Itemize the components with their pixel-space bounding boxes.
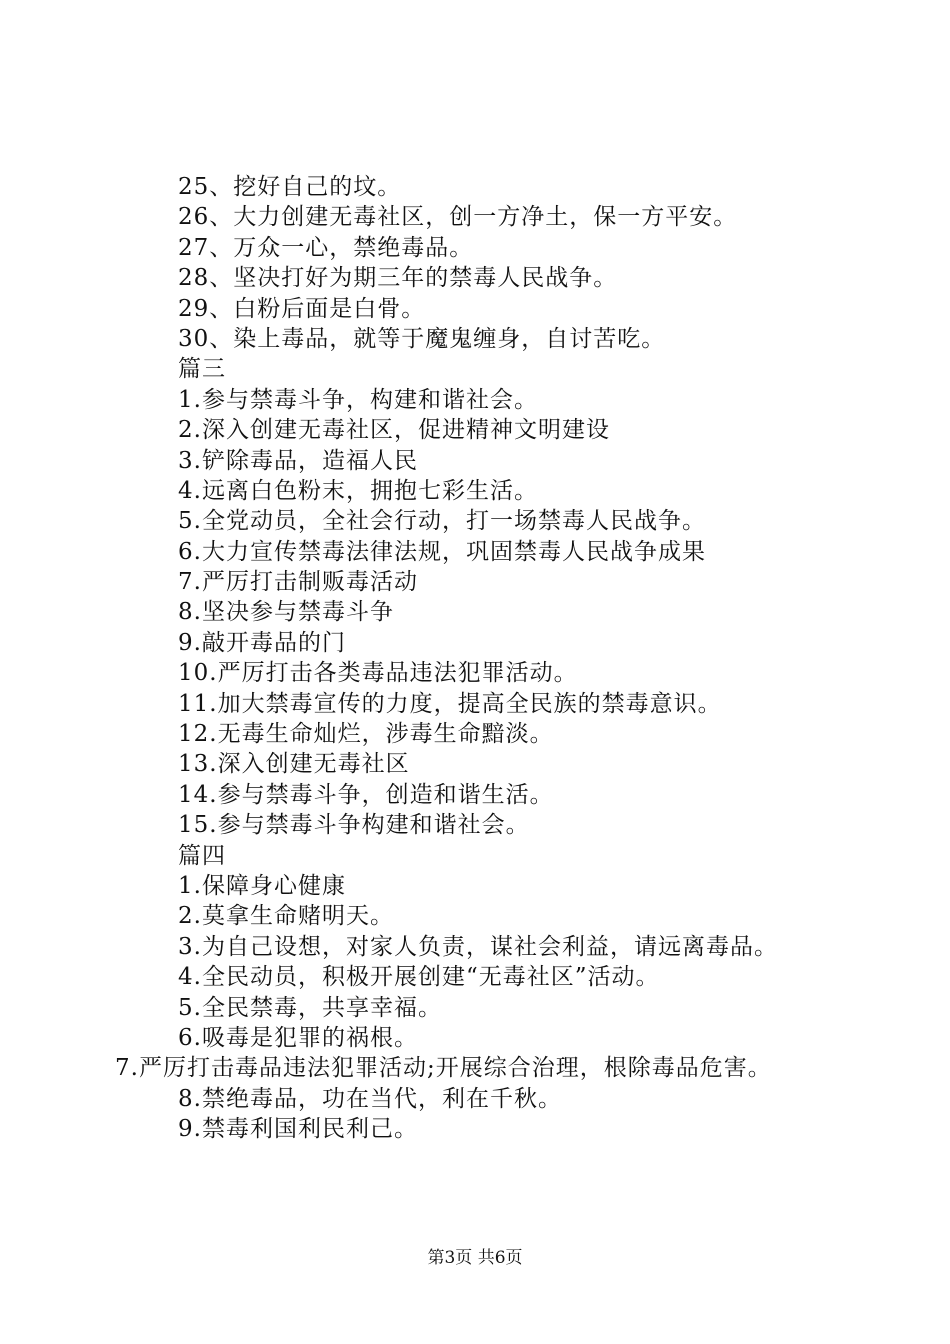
section-heading: 篇三 — [178, 356, 226, 383]
list-item: 5.全党动员，全社会行动，打一场禁毒人民战争。 — [178, 508, 706, 535]
list-item: 27、万众一心，禁绝毒品。 — [178, 234, 474, 261]
list-item: 3.为自己设想，对家人负责，谋社会利益，请远离毒品。 — [178, 933, 778, 960]
page-footer: 第3页 共6页 — [427, 1248, 523, 1268]
list-item: 25、挖好自己的坟。 — [178, 174, 402, 200]
list-item: 4.远离白色粉末，拥抱七彩生活。 — [178, 477, 538, 504]
list-item: 4.全民动员，积极开展创建“无毒社区”活动。 — [178, 964, 660, 991]
list-item: 1.参与禁毒斗争，构建和谐社会。 — [178, 386, 538, 413]
list-item: 11.加大禁毒宣传的力度，提高全民族的禁毒意识。 — [178, 690, 722, 717]
list-item: 9.敲开毒品的门 — [178, 629, 346, 656]
list-item: 5.全民禁毒，共享幸福。 — [178, 994, 442, 1021]
list-item: 28、坚决打好为期三年的禁毒人民战争。 — [178, 265, 618, 292]
list-item: 12.无毒生命灿烂，涉毒生命黯淡。 — [178, 721, 554, 748]
list-item: 30、染上毒品，就等于魔鬼缠身，自讨苦吃。 — [178, 325, 666, 352]
list-item: 29、白粉后面是白骨。 — [178, 295, 426, 322]
list-item: 26、大力创建无毒社区，创一方净土，保一方平安。 — [178, 204, 738, 231]
list-item: 9.禁毒利国利民利己。 — [178, 1116, 418, 1143]
list-item: 8.坚决参与禁毒斗争 — [178, 599, 394, 626]
list-item: 2.深入创建无毒社区，促进精神文明建设 — [178, 417, 610, 444]
list-item: 13.深入创建无毒社区 — [178, 751, 410, 778]
list-item: 10.严厉打击各类毒品违法犯罪活动。 — [178, 660, 578, 687]
list-item: 2.莫拿生命赌明天。 — [178, 903, 394, 930]
list-item: 1.保障身心健康 — [178, 872, 346, 899]
section-heading: 篇四 — [178, 842, 226, 869]
document-body — [115, 172, 835, 1145]
list-item: 7.严厉打击毒品违法犯罪活动;开展综合治理，根除毒品危害。 — [115, 1055, 772, 1082]
list-item: 8.禁绝毒品，功在当代，利在千秋。 — [178, 1085, 562, 1112]
list-item: 14.参与禁毒斗争，创造和谐生活。 — [178, 781, 554, 808]
list-item: 3.铲除毒品，造福人民 — [178, 447, 418, 474]
list-item: 7.严厉打击制贩毒活动 — [178, 569, 418, 596]
list-item: 6.大力宣传禁毒法律法规，巩固禁毒人民战争成果 — [178, 538, 706, 565]
list-item: 15.参与禁毒斗争构建和谐社会。 — [178, 812, 530, 839]
list-item: 6.吸毒是犯罪的祸根。 — [178, 1024, 418, 1051]
